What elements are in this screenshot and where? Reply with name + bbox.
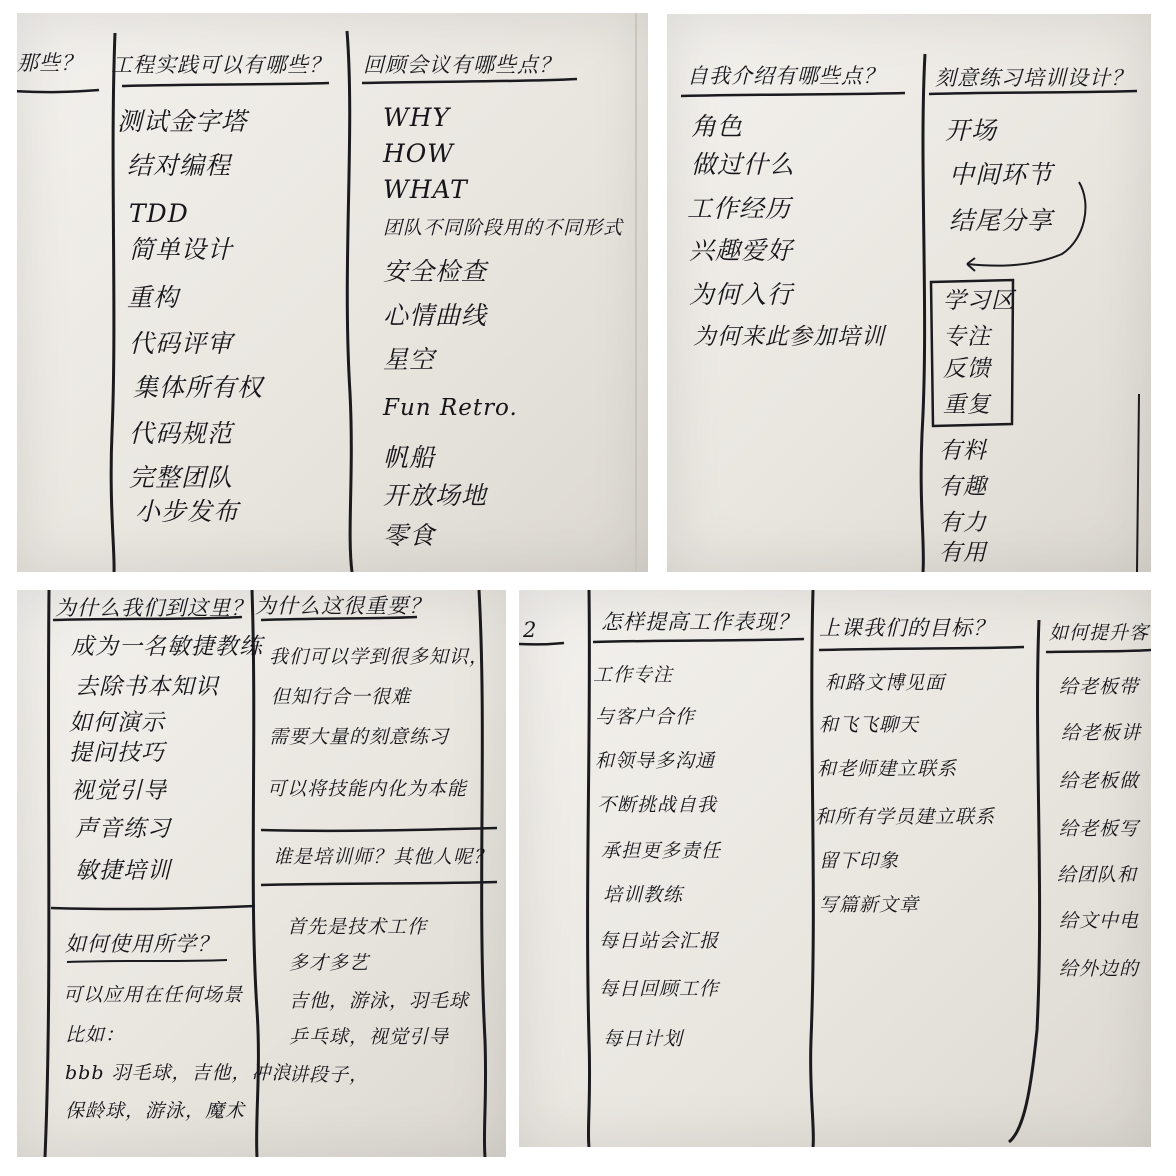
list-item: 开场 <box>945 116 998 145</box>
list-item: 与客户合作 <box>595 706 696 728</box>
list-item: 如何演示 <box>69 710 165 736</box>
list-item: 乒乓球，视觉引导 <box>289 1026 450 1048</box>
list-item: 多才多艺 <box>289 952 370 974</box>
list-item: 和所有学员建立联系 <box>815 806 996 828</box>
photo-2 <box>667 14 1151 572</box>
list-item: 敏捷培训 <box>75 858 171 884</box>
list-item: 帆船 <box>383 443 436 472</box>
list-item: 代码评审 <box>129 329 234 358</box>
list-item: 中间环节 <box>949 160 1054 189</box>
list-item: 和老师建立联系 <box>817 758 958 780</box>
list-item: 重构 <box>127 283 180 312</box>
list-item: 需要大量的刻意练习 <box>269 726 450 748</box>
list-item: 代码规范 <box>129 419 234 448</box>
list-item: 给老板做 <box>1059 770 1140 792</box>
list-item: WHY <box>383 103 451 132</box>
col-b-heading: 刻意练习培训设计？ <box>935 66 1133 90</box>
list-item: 测试金字塔 <box>117 107 248 136</box>
list-item: 可以应用在任何场景 <box>63 984 244 1006</box>
list-item: 不断挑战自我 <box>597 794 718 816</box>
list-item: 给文中电 <box>1059 910 1140 932</box>
list-item: 简单设计 <box>129 235 234 264</box>
photo-1-lines <box>17 13 648 572</box>
list-item: 集体所有权 <box>133 373 264 402</box>
list-item: 为何来此参加培训 <box>693 324 885 350</box>
list-item: 星空 <box>383 345 436 374</box>
list-item: 给外边的 <box>1059 958 1140 980</box>
photo-4 <box>519 590 1151 1147</box>
list-item: 讲段子， <box>289 1064 370 1086</box>
list-item: bbb 羽毛球，吉他，冲浪 <box>65 1062 292 1084</box>
col-b-section2-heading: 谁是培训师？其他人呢？ <box>273 846 494 868</box>
list-item: 团队不同阶段用的不同形式 <box>383 217 624 239</box>
list-item: 首先是技术工作 <box>287 916 428 938</box>
list-item: 给老板带 <box>1059 676 1140 698</box>
list-item: 重复 <box>943 392 991 418</box>
list-item: 小步发布 <box>135 497 240 526</box>
list-item: 有料 <box>939 438 987 464</box>
list-item: 提问技巧 <box>69 740 165 766</box>
list-item: 去除书本知识 <box>75 674 219 700</box>
list-item: 工作经历 <box>687 194 792 223</box>
list-item: 结尾分享 <box>949 206 1054 235</box>
list-item: 但知行合一很难 <box>271 686 412 708</box>
list-item: 比如： <box>65 1024 126 1046</box>
list-item: 培训教练 <box>603 884 684 906</box>
list-item: 专注 <box>943 324 991 350</box>
col-c-heading: 如何提升客 <box>1049 622 1150 644</box>
list-item: 心情曲线 <box>383 301 488 330</box>
col-b-heading: 为什么这很重要？ <box>255 594 431 618</box>
list-item: 给老板讲 <box>1061 722 1142 744</box>
list-item: 给老板写 <box>1059 818 1140 840</box>
list-item: 零食 <box>383 521 436 550</box>
list-item: 做过什么 <box>691 150 796 179</box>
list-item: 声音练习 <box>75 816 171 842</box>
list-item: 可以将技能内化为本能 <box>267 778 468 800</box>
list-item: 角色 <box>691 112 744 141</box>
list-item: 工作专注 <box>593 664 674 686</box>
col-a-section2-heading: 如何使用所学？ <box>65 932 219 956</box>
list-item: 给团队和 <box>1057 864 1138 886</box>
list-item: 和飞飞聊天 <box>819 714 920 736</box>
list-item: 成为一名敏捷教练 <box>71 634 263 660</box>
list-item: 有力 <box>939 510 987 536</box>
list-item: 留下印象 <box>819 850 900 872</box>
list-item: 反馈 <box>943 356 991 382</box>
list-item: 视觉引导 <box>71 778 167 804</box>
photo-1 <box>17 13 648 572</box>
list-item: 安全检查 <box>383 257 488 286</box>
list-item: 开放场地 <box>383 481 488 510</box>
list-item: 写篇新文章 <box>819 894 920 916</box>
list-item: 吉他，游泳，羽毛球 <box>289 990 470 1012</box>
col-b-heading: 工程实践可以有哪些？ <box>111 53 331 77</box>
list-item: 和路文博见面 <box>825 672 946 694</box>
col-a-heading: 自我介绍有哪些点？ <box>687 64 885 88</box>
list-item: 保龄球，游泳，魔术 <box>65 1100 246 1122</box>
list-item: 承担更多责任 <box>601 840 722 862</box>
list-item: 兴趣爱好 <box>689 236 794 265</box>
list-item: 学习区 <box>943 288 1015 314</box>
col-a-heading: 那些？ <box>17 51 83 75</box>
list-item: 每日站会汇报 <box>599 930 720 952</box>
list-item: HOW <box>383 139 454 168</box>
list-item: 每日回顾工作 <box>599 978 720 1000</box>
list-item: 有趣 <box>939 474 987 500</box>
list-item: TDD <box>129 199 189 228</box>
list-item: 结对编程 <box>127 151 232 180</box>
list-item: WHAT <box>383 175 468 204</box>
list-item: 我们可以学到很多知识， <box>269 646 490 668</box>
col-a-heading: 怎样提高工作表现？ <box>601 610 799 634</box>
list-item: 有用 <box>939 540 987 566</box>
col-b-heading: 上课我们的目标？ <box>819 616 995 640</box>
list-item: 和领导多沟通 <box>595 750 716 772</box>
list-item: 为何入行 <box>689 280 794 309</box>
list-item: 完整团队 <box>129 463 234 492</box>
photo-3 <box>17 590 506 1157</box>
col-c-heading: 回顾会议有哪些点？ <box>363 53 561 77</box>
list-item: Fun Retro. <box>383 395 518 421</box>
col-a-heading: 为什么我们到这里？ <box>55 596 253 620</box>
col-a-prefix: 2 <box>523 618 538 642</box>
list-item: 每日计划 <box>603 1028 684 1050</box>
